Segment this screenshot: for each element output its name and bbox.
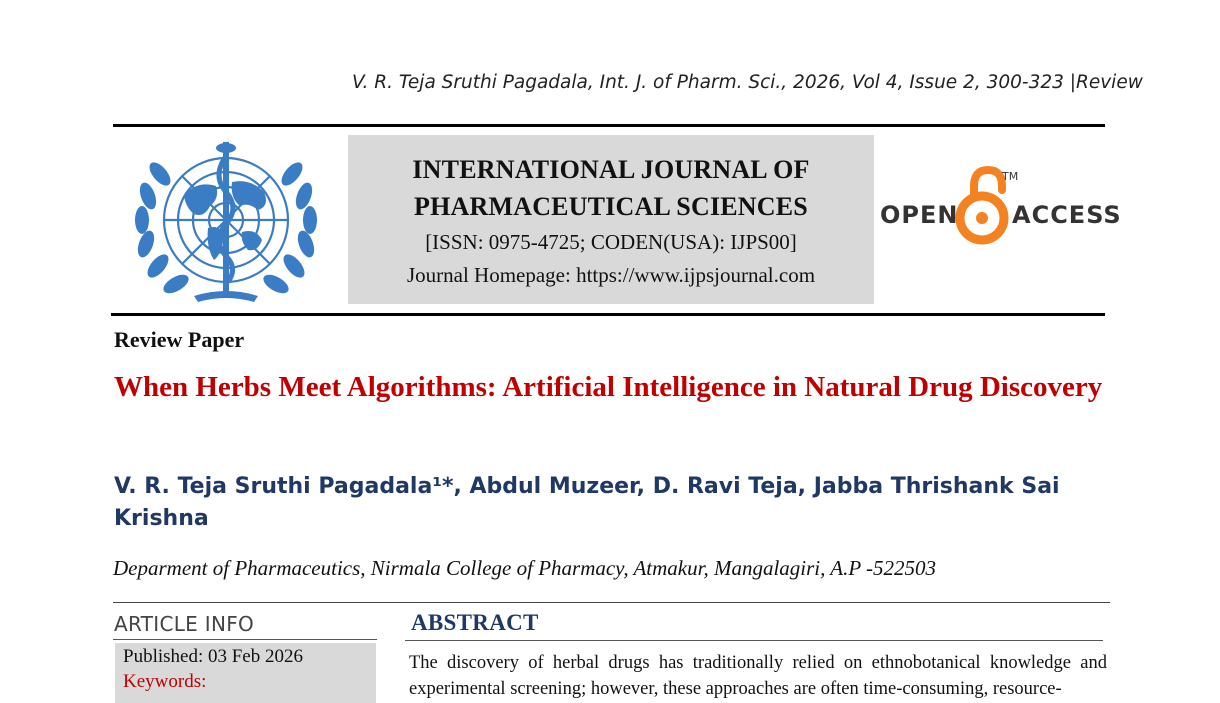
article-title: When Herbs Meet Algorithms: Artificial Intelligence in Natural Drug Discovery — [114, 371, 1103, 403]
running-head: V. R. Teja Sruthi Pagadala, Int. J. of Pharm. Sci., 2026, Vol 4, Issue 2, 300-323 |Review — [352, 72, 1143, 93]
journal-title-line1: INTERNATIONAL JOURNAL OF — [412, 155, 810, 184]
article-affiliation: Deparment of Pharmaceutics, Nirmala College of Pharmacy, Atmakur, Mangalagiri, A.P -522503 — [113, 556, 937, 580]
article-authors: V. R. Teja Sruthi Pagadala¹*, Abdul Muzeer, D. Ravi Teja, Jabba Thrishank Sai Krishna — [114, 474, 1060, 531]
article-info-heading: ARTICLE INFO — [114, 612, 255, 636]
article-info-rule — [113, 639, 377, 640]
keywords-label: Keywords: — [123, 671, 207, 692]
journal-issn: [ISSN: 0975-4725; CODEN(USA): IJPS00] — [425, 230, 797, 254]
section-divider — [113, 602, 1110, 603]
journal-masthead — [348, 135, 874, 304]
journal-title-line2: PHARMACEUTICAL SCIENCES — [414, 192, 808, 221]
journal-homepage[interactable]: Journal Homepage: https://www.ijpsjournal.com — [406, 263, 816, 287]
un-emblem-icon — [124, 136, 329, 306]
header-rule-top — [113, 124, 1105, 127]
open-access-logo — [878, 164, 1122, 254]
open-access-tm: TM — [1002, 170, 1019, 183]
header-rule-bottom — [111, 313, 1105, 316]
published-date: Published: 03 Feb 2026 — [123, 646, 303, 667]
open-access-word-open: OPEN — [880, 201, 959, 229]
journal-logo — [124, 136, 329, 306]
open-access-lock-icon — [878, 164, 1122, 254]
abstract-rule — [405, 640, 1103, 641]
abstract-heading: ABSTRACT — [411, 610, 539, 635]
article-type: Review Paper — [114, 327, 245, 352]
abstract-text: The discovery of herbal drugs has traditionally relied on ethnobotanical knowledge and experimental screening; however, these approaches are often time-consuming, resource- — [409, 653, 1107, 699]
open-access-word-access: ACCESS — [1012, 201, 1122, 229]
